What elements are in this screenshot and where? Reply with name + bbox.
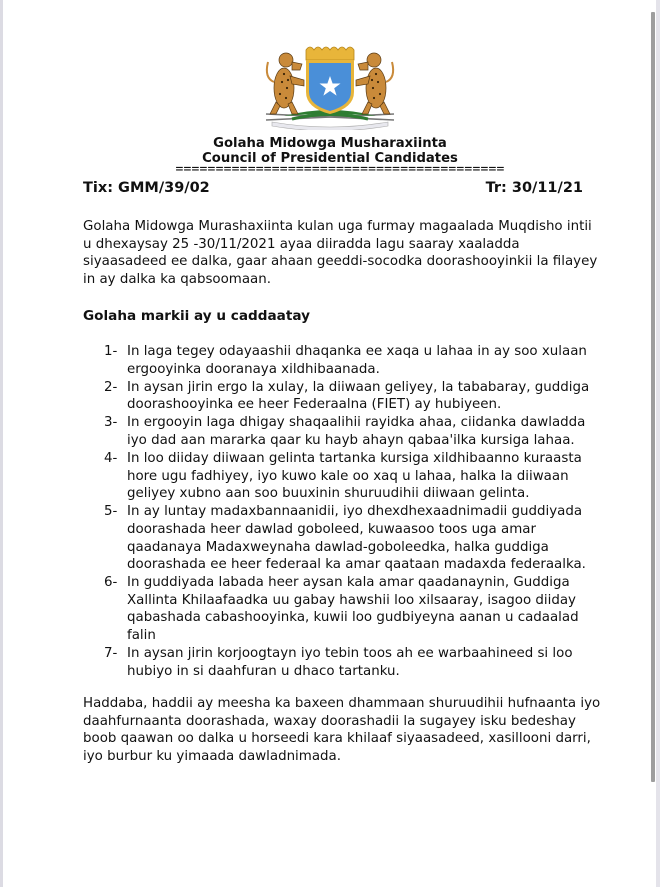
scrollbar-thumb[interactable] xyxy=(651,12,655,782)
list-number: 6- xyxy=(104,575,118,591)
coat-of-arms-icon xyxy=(262,42,398,130)
separator-line: ========================================= xyxy=(175,163,505,177)
list-item xyxy=(104,503,604,573)
conclusion-paragraph: Haddaba, haddii ay meesha ka baxeen dhammaan shuruudihii hufnaanta iyo daahfurnaanta doorashada, waxay doorashadii la sugayey isku bedeshay boob qaawan oo dalka u horseedi kara khilaaf siyaasadeed, xasillooni darri, iyo burbur ku yimaada dawladnimada. xyxy=(83,696,601,765)
window-right-border xyxy=(656,0,660,887)
organization-name-somali: Golaha Midowga Musharaxiinta xyxy=(213,136,447,151)
list-item xyxy=(104,343,604,378)
list-item-text: In ay luntay madaxbannaanidii, iyo dhexdhexaadnimadii guddiyada doorashada heer dawlad goboleed, kuwaasoo toos uga amar qaadanaya Madaxweynaha dawlad-goboleedka, halka guddiga doorashada ee heer federaal ka amar qaataan madaxda federaalka. xyxy=(127,504,586,573)
list-number: 7- xyxy=(104,646,118,662)
list-item-text: In laga tegey odayaashii dhaqanka ee xaqa u lahaa in ay soo xulaan ergooyinka dooranaya xildhibaanada. xyxy=(127,344,587,377)
list-item xyxy=(104,379,604,414)
list-number: 3- xyxy=(104,415,118,431)
list-number: 5- xyxy=(104,504,118,520)
list-item xyxy=(104,645,604,680)
list-item-text: In loo diiday diiwaan gelinta tartanka kursiga xildhibaanno kuraasta hore ugu fadhiyey, iyo kuwo kale oo xaq u lahaa, halka la diiwaan geliyey xubno aan soo buuxinin shuruudihii diiwaan gelinta. xyxy=(127,451,582,502)
list-item-text: In guddiyada labada heer aysan kala amar qaadanaynin, Guddiga Xallinta Khilaafaadka uu gabay hawshii loo xilsaaray, isagoo diiday qabashada cabashooyinka, kuwii loo gudbiyeyna aanan u cadaalad falin xyxy=(127,575,579,643)
list-item-text: In ergooyin laga dhigay shaqaalihii rayidka ahaa, ciidanka dawladda iyo dad aan mararka qaar ku hayb ahayn qabaa'ilka kursiga lahaa. xyxy=(127,415,586,448)
list-number: 2- xyxy=(104,379,118,395)
list-number: 1- xyxy=(104,344,118,359)
list-number: 4- xyxy=(104,451,118,467)
organization-name-english: Council of Presidential Candidates xyxy=(202,151,458,166)
reference-number: Tix: GMM/39/02 xyxy=(83,180,210,196)
list-item-text: In aysan jirin ergo la xulay, la diiwaan geliyey, la tababaray, guddiga doorashooyinka ee heer Federaalna (FIET) ay hubiyeen. xyxy=(127,379,590,413)
findings-list xyxy=(104,343,604,681)
list-item xyxy=(104,574,604,644)
window-left-border xyxy=(0,0,3,887)
list-item-text: In aysan jirin korjoogtayn iyo tebin toos ah ee warbaahineed si loo hubiyo in si daahfuran u dhaco tartanku. xyxy=(127,646,573,679)
document-date: Tr: 30/11/21 xyxy=(485,180,583,196)
list-item xyxy=(104,450,604,503)
list-item xyxy=(104,414,604,449)
intro-paragraph: Golaha Midowga Murashaxiinta kulan uga furmay magaalada Muqdisho intii u dhexaysay 25 -30/11/2021 ayaa diiradda lagu saaray xaaladda siyaasadeed ee dalka, gaar ahaan geeddi-socodka doorashooyinkii la filayey in ay dalka ka qabsoomaan. xyxy=(83,219,598,288)
section-heading: Golaha markii ay u caddaatay xyxy=(83,308,310,324)
